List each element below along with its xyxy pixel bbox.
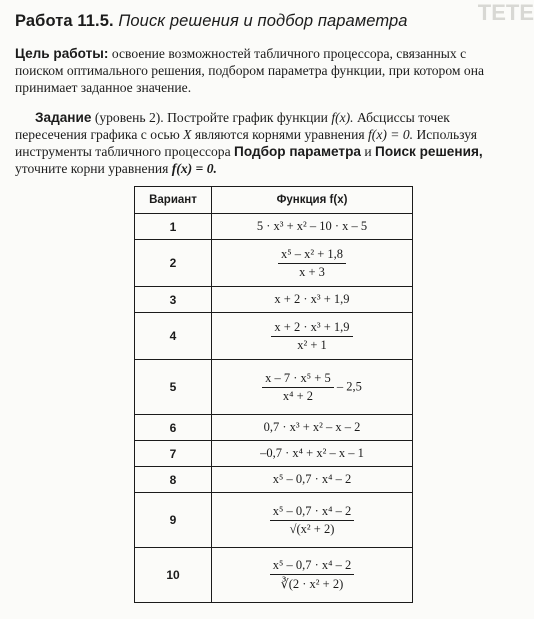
variant-cell: 4	[135, 313, 212, 360]
denominator: ∛(2 · x² + 2)	[280, 577, 344, 591]
variant-cell: 3	[135, 287, 212, 313]
variant-cell: 1	[135, 214, 212, 240]
denominator: x⁴ + 2	[282, 388, 314, 403]
fraction	[278, 247, 346, 280]
denominator: x + 3	[299, 264, 325, 279]
function-cell: x + 2 · x³ + 1,9	[212, 287, 413, 313]
table-row	[135, 548, 413, 603]
task-paragraph	[15, 109, 515, 177]
function-cell: 0,7 · x³ + x² – x – 2	[212, 415, 413, 441]
fraction	[270, 558, 355, 592]
task-text-1: Постройте график функции	[167, 110, 328, 125]
function-cell	[212, 313, 413, 360]
task-tool-2: Поиск решения,	[375, 144, 483, 159]
function-cell	[212, 548, 413, 603]
bleed-through-text: ТЕТЕ	[477, 0, 534, 25]
table-header-row	[135, 187, 413, 214]
page-title	[15, 12, 408, 31]
goal-label: Цель работы:	[15, 46, 109, 61]
col-header-function: Функция f(x)	[212, 187, 413, 214]
function-cell: 5 · x³ + x² – 10 · x – 5	[212, 214, 413, 240]
variant-cell: 5	[135, 360, 212, 415]
variant-cell: 8	[135, 467, 212, 493]
task-text-5: уточните корни уравнения	[15, 161, 169, 176]
table-row	[135, 313, 413, 360]
task-text-4: Используя инструменты табличного процессора	[15, 127, 477, 159]
variant-cell: 2	[135, 240, 212, 287]
variant-cell: 6	[135, 415, 212, 441]
task-eq-2: f(x) = 0.	[171, 161, 217, 176]
task-level: (уровень 2).	[94, 110, 164, 125]
function-cell	[212, 360, 413, 415]
fraction	[270, 504, 355, 537]
numerator: x + 2 · x³ + 1,9	[271, 320, 352, 337]
task-text-3: являются корнями уравнения	[194, 127, 365, 142]
goal-paragraph	[15, 45, 515, 96]
work-number: Работа 11.5.	[15, 12, 114, 30]
fraction	[262, 371, 334, 404]
goal-text: освоение возможностей табличного процессора, связанных с поиском оптимального решения, подбором параметра функции, при котором она принимает заданное значение.	[15, 46, 484, 95]
col-header-variant: Вариант	[135, 187, 212, 214]
table-row	[135, 415, 413, 441]
work-name: Поиск решения и подбор параметра	[118, 12, 408, 30]
table-row	[135, 287, 413, 313]
function-cell	[212, 240, 413, 287]
task-and: и	[364, 144, 372, 159]
fraction-tail: – 2,5	[333, 378, 362, 393]
table-row	[135, 441, 413, 467]
denominator: √(x² + 2)	[289, 521, 335, 536]
table-row	[135, 493, 413, 548]
function-cell	[212, 493, 413, 548]
task-label: Задание	[35, 110, 92, 125]
function-cell: x⁵ – 0,7 · x⁴ – 2	[212, 467, 413, 493]
task-tool-1: Подбор параметра	[234, 144, 361, 159]
variant-cell: 7	[135, 441, 212, 467]
numerator: x⁵ – 0,7 · x⁴ – 2	[270, 558, 355, 575]
task-func: f(x).	[331, 110, 354, 125]
denominator: x² + 1	[297, 337, 327, 352]
variant-cell: 9	[135, 493, 212, 548]
task-text-2: Абсциссы точек пересечения графика с осью	[15, 110, 450, 142]
variants-table	[134, 186, 413, 603]
table-row	[135, 240, 413, 287]
table-row	[135, 214, 413, 240]
task-eq-1: f(x) = 0.	[368, 127, 414, 142]
table-row	[135, 467, 413, 493]
numerator: x⁵ – x² + 1,8	[278, 247, 346, 264]
variant-cell: 10	[135, 548, 212, 603]
numerator: x⁵ – 0,7 · x⁴ – 2	[270, 504, 355, 521]
table-row	[135, 360, 413, 415]
function-cell: –0,7 · x⁴ + x² – x – 1	[212, 441, 413, 467]
fraction	[271, 320, 352, 353]
numerator: x – 7 · x⁵ + 5	[262, 371, 334, 388]
task-axis: X	[183, 127, 192, 142]
